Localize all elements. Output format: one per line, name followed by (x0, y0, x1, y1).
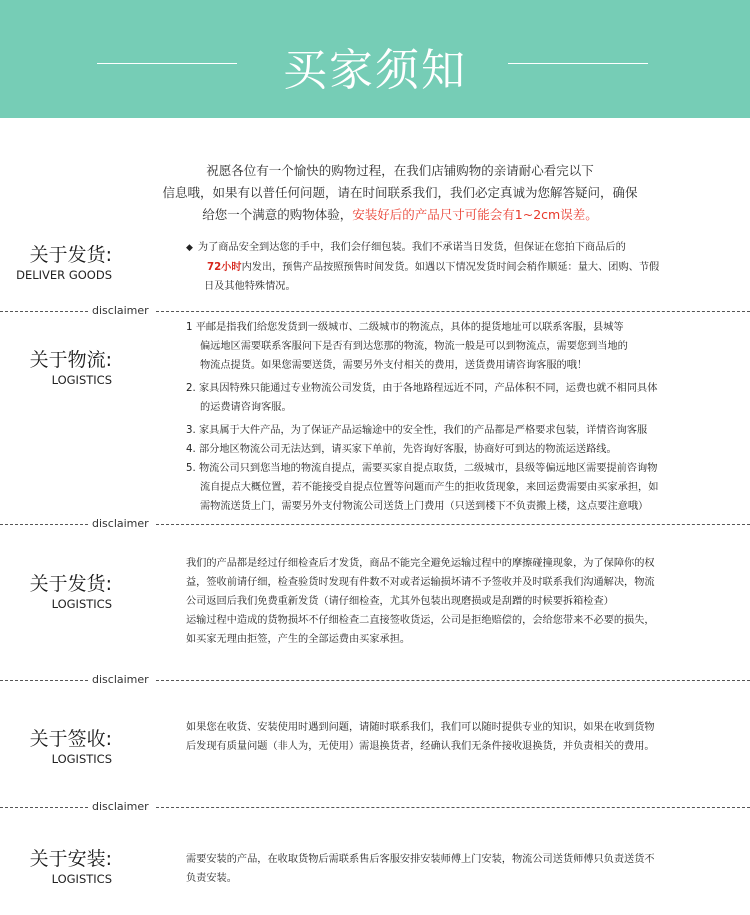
divider-dash-right (156, 680, 750, 681)
intro-text (120, 160, 680, 226)
body-line: 负责安装。 (186, 873, 237, 884)
size-tolerance-note: 安装好后的产品尺寸可能会有1~2cm误差。 (352, 207, 598, 222)
divider-dash-left (0, 311, 88, 312)
body-line: 我们的产品都是经过仔细检查后才发货，商品不能完全避免运输过程中的摩擦碰撞现象，为了保障你的权 (186, 558, 655, 569)
divider-dash-left (0, 807, 88, 808)
section-label-signing (14, 727, 112, 767)
section-title-en: LOGISTICS (51, 752, 112, 766)
intro-line: 信息哦，如果有以普任何问题，请在时间联系我们，我们必定真诚为您解答疑问，确保 (162, 185, 638, 200)
body-line: 需物流送货上门，需要另外支付物流公司送货上门费用（只送到楼下不负责搬上楼，这点要注意哦） (200, 501, 649, 512)
section-label-install (14, 847, 112, 887)
divider-label: disclaimer (92, 800, 149, 813)
body-line-text: 为了商品安全到达您的手中，我们会仔细包装。我们不承诺当日发货，但保证在您拍下商品后的 (197, 242, 626, 253)
divider-label: disclaimer (92, 673, 149, 686)
section-label-logistics (14, 348, 112, 388)
body-line: 偏远地区需要联系客服问下是否有到达您那的物流，物流一般是可以到物流点，需要您到当地的 (200, 341, 628, 352)
divider-dash-left (0, 524, 88, 525)
body-line (186, 238, 659, 258)
header-banner (0, 0, 750, 118)
section-label-deliver (14, 243, 112, 283)
body-line (186, 258, 659, 277)
banner-right-line (508, 63, 648, 64)
divider-dash-right (156, 311, 750, 312)
section-body-signing (186, 718, 655, 756)
divider-dash-right (156, 524, 750, 525)
intro-line (120, 204, 680, 226)
page-title: 买家须知 (283, 45, 467, 96)
body-line: 运输过程中造成的货物损坏不仔细检查二直接签收货运，公司是拒绝赔偿的，会给您带来不必要的损失， (186, 615, 655, 626)
body-line: 4. 部分地区物流公司无法达到，请买家下单前，先咨询好客服，协商好可到达的物流运送路线。 (186, 444, 617, 455)
72-hour-highlight: 72小时 (207, 262, 242, 273)
intro-line: 祝愿各位有一个愉快的购物过程，在我们店铺购物的亲请耐心看完以下 (206, 163, 594, 178)
section-label-shipping (14, 572, 112, 612)
body-line: 2. 家具因特殊只能通过专业物流公司发货，由于各地路程远近不同，产品体积不同，运费也就不相同具体 (186, 383, 658, 394)
body-line: 需要安装的产品，在收取货物后需联系售后客服安排安装师傅上门安装，物流公司送货师傅只负责送货不 (186, 854, 655, 865)
section-body-install (186, 850, 655, 888)
divider-dash-right (156, 807, 750, 808)
section-title-en: LOGISTICS (51, 872, 112, 886)
body-line: 流自提点大概位置，若不能接受自提点位置等问题而产生的拒收货现象，来回运费需要由买家承担，如 (200, 482, 659, 493)
body-line: 公司返回后我们免费重新发货（请仔细检查，尤其外包装出现磨损或是刮蹭的时候要拆箱检查） (186, 596, 614, 607)
section-title-cn: 关于签收: (29, 728, 112, 750)
divider-dash-left (0, 680, 88, 681)
diamond-bullet-icon: ◆ (186, 243, 193, 253)
section-title-en: LOGISTICS (51, 373, 112, 387)
body-line: 物流点提货。如果您需要送货，需要另外支付相关的费用，送货费用请咨询客服的哦！ (200, 360, 588, 371)
intro-line-text: 给您一个满意的购物体验， (202, 207, 353, 222)
body-line: 如果您在收货、安装使用时遇到问题，请随时联系我们，我们可以随时提供专业的知识，如果在收到货物 (186, 722, 655, 733)
disclaimer-divider (0, 517, 750, 531)
disclaimer-divider (0, 673, 750, 687)
divider-label: disclaimer (92, 304, 149, 317)
body-line: 的运费请咨询客服。 (200, 402, 292, 413)
body-line: 益，签收前请仔细，检查验货时发现有件数不对或者运输损坏请不予签收并及时联系我们沟通解决，物流 (186, 577, 655, 588)
body-line: 日及其他特殊情况。 (204, 281, 296, 292)
body-line: 如买家无理由拒签，产生的全部运费由买家承担。 (186, 634, 411, 645)
section-title-cn: 关于安装: (29, 848, 112, 870)
body-line: 后发现有质量问题（非人为，无使用）需退换货者，经确认我们无条件接收退换货，并负责相关的费用。 (186, 741, 655, 752)
body-line-text: 内发出，预售产品按照预售时间发货。如遇以下情况发货时间会稍作顺延：量大、团购、节假 (241, 262, 660, 273)
section-title-cn: 关于发货: (29, 244, 112, 266)
disclaimer-divider (0, 304, 750, 318)
section-body-deliver (186, 238, 659, 296)
section-title-cn: 关于物流: (29, 349, 112, 371)
section-title-en: DELIVER GOODS (16, 268, 112, 282)
section-body-logistics (186, 318, 658, 516)
body-line: 5. 物流公司只到您当地的物流自提点，需要买家自提点取货，二级城市，县级等偏远地区需要提前咨询物 (186, 463, 658, 474)
section-title-cn: 关于发货: (29, 573, 112, 595)
section-body-shipping (186, 554, 655, 649)
body-line: 3. 家具属于大件产品，为了保证产品运输途中的安全性，我们的产品都是严格要求包装，详情咨询客服 (186, 425, 648, 436)
disclaimer-divider (0, 800, 750, 814)
divider-label: disclaimer (92, 517, 149, 530)
body-line: 1 平邮是指我们给您发货到一级城市、二级城市的物流点，具体的提货地址可以联系客服，县城等 (186, 322, 624, 333)
section-title-en: LOGISTICS (51, 597, 112, 611)
